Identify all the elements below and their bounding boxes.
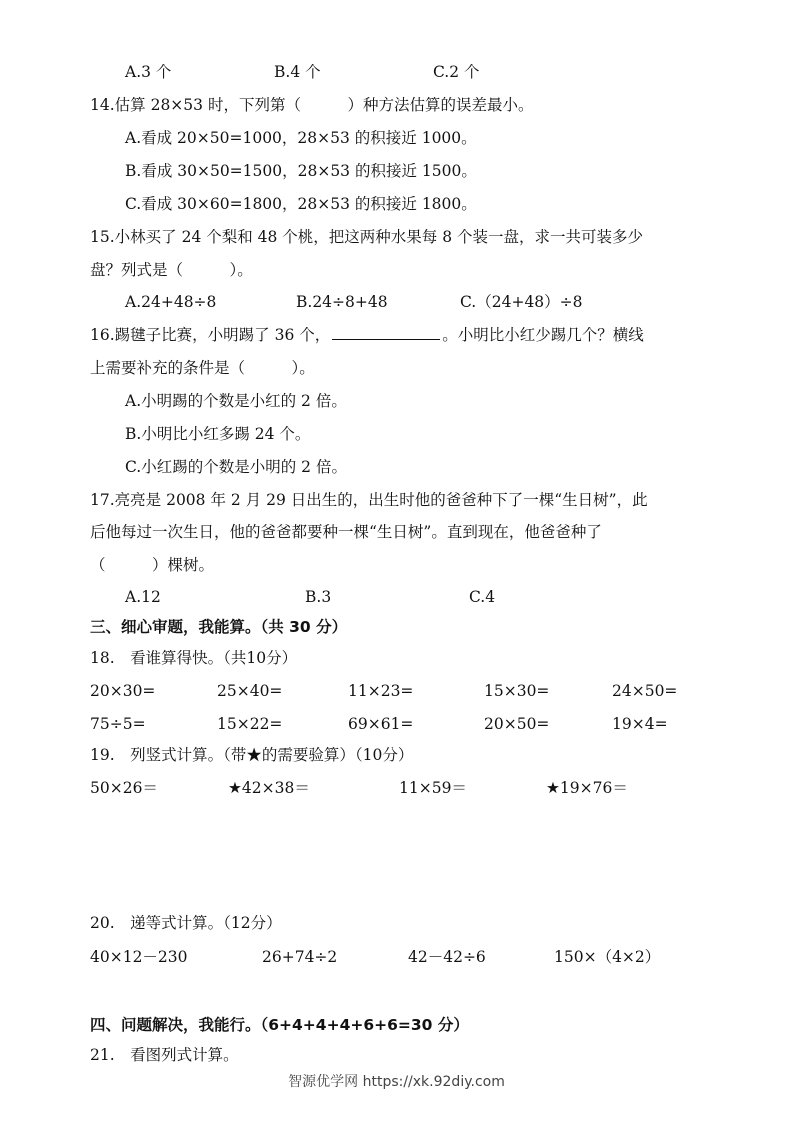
q16-option-c: C.小红踢的个数是小明的 2 倍。: [125, 458, 347, 476]
q19-item: ★42×38＝: [228, 779, 310, 797]
q18-item: 20×30=: [90, 682, 156, 700]
q15-option-a: A.24+48÷8: [125, 293, 217, 311]
q13-option-b: B.4 个: [274, 63, 321, 81]
q17-option-a: A.12: [125, 588, 161, 606]
q18-item: 19×4=: [612, 715, 668, 733]
q14-option-a: A.看成 20×50=1000，28×53 的积接近 1000。: [125, 129, 477, 147]
section-3-title: 三、细心审题，我能算。（共 30 分）: [90, 618, 348, 636]
footer-watermark: 智源优学网 https://xk.92diy.com: [288, 1074, 505, 1090]
q19-item: ★19×76＝: [546, 779, 628, 797]
q13-option-c: C.2 个: [433, 63, 480, 81]
q16-option-a: A.小明踢的个数是小红的 2 倍。: [125, 392, 347, 410]
q17-stem-line1: 17.亮亮是 2008 年 2 月 29 日出生的，出生时他的爸爸种下了一棵“生日树”，此: [90, 491, 648, 509]
q16-answer-blank: [332, 325, 440, 340]
q18-item: 75÷5=: [90, 715, 146, 733]
q16-stem-part2: 。小明比小红少踢几个？横线: [442, 326, 644, 344]
q19-item: 50×26＝: [90, 779, 158, 797]
q17-stem-line2: 后他每过一次生日，他的爸爸都要种一棵“生日树”。直到现在，他爸爸种了: [90, 523, 602, 541]
q16-stem-part1: 16.踢毽子比赛，小明踢了 36 个，: [90, 326, 331, 344]
q17-stem-line3: （ ）棵树。: [90, 556, 215, 574]
q18-item: 15×22=: [217, 715, 283, 733]
q17-option-c: C.4: [469, 588, 496, 606]
q14-option-c: C.看成 30×60=1800，28×53 的积接近 1800。: [125, 195, 477, 213]
q18-item: 24×50=: [612, 682, 678, 700]
q13-option-a: A.3 个: [125, 63, 172, 81]
q20-item: 40×12－230: [90, 948, 188, 966]
q18-item: 15×30=: [484, 682, 550, 700]
q19-item: 11×59＝: [399, 779, 467, 797]
q20-item: 42－42÷6: [408, 948, 486, 966]
q19-title: 19. 列竖式计算。（带★的需要验算）（10分）: [90, 746, 414, 764]
q21-title: 21. 看图列式计算。: [90, 1046, 239, 1064]
q20-title: 20. 递等式计算。（12分）: [90, 914, 282, 932]
q16-stem-line2: 上需要补充的条件是（ ）。: [90, 359, 315, 377]
q16-stem-line1: [90, 325, 644, 345]
q18-item: 20×50=: [484, 715, 550, 733]
section-4-title: 四、问题解决，我能行。（6+4+4+4+6+6=30 分）: [90, 1016, 469, 1034]
q16-option-b: B.小明比小红多踢 24 个。: [125, 425, 311, 443]
q18-title: 18. 看谁算得快。（共10分）: [90, 649, 298, 667]
q15-option-b: B.24÷8+48: [296, 293, 388, 311]
q14-option-b: B.看成 30×50=1500，28×53 的积接近 1500。: [125, 162, 477, 180]
q18-item: 69×61=: [348, 715, 414, 733]
q18-item: 25×40=: [217, 682, 283, 700]
q15-stem-line1: 15.小林买了 24 个梨和 48 个桃，把这两种水果每 8 个装一盘，求一共可装多少: [90, 228, 644, 246]
q17-option-b: B.3: [305, 588, 332, 606]
q15-stem-line2: 盘？列式是（ ）。: [90, 261, 253, 279]
q20-item: 26+74÷2: [262, 948, 338, 966]
q14-stem: 14.估算 28×53 时，下列第（ ）种方法估算的误差最小。: [90, 96, 534, 114]
q15-option-c: C.（24+48）÷8: [460, 293, 583, 311]
q20-item: 150×（4×2）: [554, 948, 661, 966]
q18-item: 11×23=: [348, 682, 414, 700]
